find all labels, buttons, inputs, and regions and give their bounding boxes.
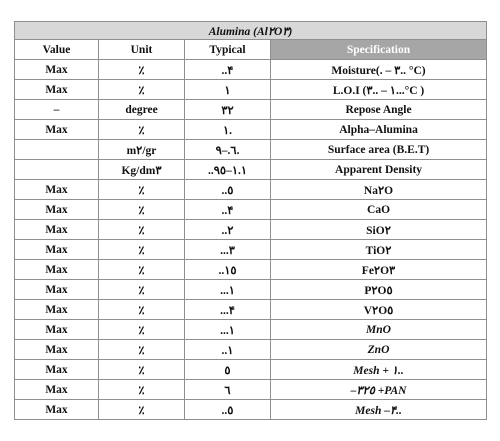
cell-specification: SiO۲ bbox=[271, 220, 487, 240]
cell-specification: P۲O٥ bbox=[271, 280, 487, 300]
cell-unit: ٪ bbox=[99, 260, 185, 280]
cell-specification: Mesh –۴.. bbox=[271, 400, 487, 420]
cell-specification: MnO bbox=[271, 320, 487, 340]
cell-value bbox=[15, 160, 99, 180]
cell-value: Max bbox=[15, 60, 99, 80]
table-header-row bbox=[15, 40, 487, 60]
table-row bbox=[15, 360, 487, 380]
cell-specification: Surface area (B.E.T) bbox=[271, 140, 487, 160]
cell-unit: Kg/dm۳ bbox=[99, 160, 185, 180]
cell-value: Max bbox=[15, 320, 99, 340]
cell-value: Max bbox=[15, 220, 99, 240]
cell-typical: ...۳ bbox=[185, 240, 271, 260]
header-typical: Typical bbox=[185, 40, 271, 60]
cell-typical: ٦.–٩. bbox=[185, 140, 271, 160]
cell-typical: ..۴ bbox=[185, 60, 271, 80]
cell-typical: ..۱ bbox=[185, 340, 271, 360]
cell-typical: ..۲ bbox=[185, 220, 271, 240]
cell-unit: ٪ bbox=[99, 240, 185, 260]
header-value: Value bbox=[15, 40, 99, 60]
table-row bbox=[15, 400, 487, 420]
cell-value: Max bbox=[15, 200, 99, 220]
cell-unit: ٪ bbox=[99, 200, 185, 220]
table-row bbox=[15, 260, 487, 280]
cell-unit: degree bbox=[99, 100, 185, 120]
cell-unit: ٪ bbox=[99, 120, 185, 140]
cell-unit: ٪ bbox=[99, 360, 185, 380]
cell-value: Max bbox=[15, 120, 99, 140]
cell-specification: ZnO bbox=[271, 340, 487, 360]
cell-typical: ...۱ bbox=[185, 320, 271, 340]
cell-specification: Repose Angle bbox=[271, 100, 487, 120]
cell-unit: ٪ bbox=[99, 300, 185, 320]
table-row bbox=[15, 320, 487, 340]
cell-typical: ...۱ bbox=[185, 280, 271, 300]
cell-specification: L.O.I (۳.. – ۱...°C ) bbox=[271, 80, 487, 100]
cell-typical: ۱. bbox=[185, 120, 271, 140]
cell-value: Max bbox=[15, 80, 99, 100]
cell-value: Max bbox=[15, 180, 99, 200]
cell-unit: m۲/gr bbox=[99, 140, 185, 160]
cell-typical: ..٥ bbox=[185, 400, 271, 420]
cell-value: Max bbox=[15, 280, 99, 300]
header-specification: Specification bbox=[271, 40, 487, 60]
table-row bbox=[15, 140, 487, 160]
cell-specification: –۳۲٥ +PAN bbox=[271, 380, 487, 400]
header-unit: Unit bbox=[99, 40, 185, 60]
cell-value: Max bbox=[15, 240, 99, 260]
alumina-spec-table bbox=[14, 21, 487, 420]
cell-typical: ٦ bbox=[185, 380, 271, 400]
table-row bbox=[15, 120, 487, 140]
table-row bbox=[15, 340, 487, 360]
table-row bbox=[15, 160, 487, 180]
cell-typical: ..٥ bbox=[185, 180, 271, 200]
cell-unit: ٪ bbox=[99, 320, 185, 340]
spec-table-container bbox=[14, 21, 486, 420]
table-caption: Alumina (Al۲O۳) bbox=[15, 22, 487, 40]
cell-specification: Alpha–Alumina bbox=[271, 120, 487, 140]
table-row bbox=[15, 200, 487, 220]
table-row bbox=[15, 180, 487, 200]
cell-typical: ..٩٥–۱.۱ bbox=[185, 160, 271, 180]
cell-specification: TiO۲ bbox=[271, 240, 487, 260]
cell-typical: ..۴ bbox=[185, 200, 271, 220]
cell-unit: ٪ bbox=[99, 280, 185, 300]
cell-unit: ٪ bbox=[99, 80, 185, 100]
cell-value: Max bbox=[15, 340, 99, 360]
cell-specification: Fe۲O۳ bbox=[271, 260, 487, 280]
cell-unit: ٪ bbox=[99, 380, 185, 400]
table-row bbox=[15, 60, 487, 80]
cell-typical: ۱ bbox=[185, 80, 271, 100]
cell-typical: ٥ bbox=[185, 360, 271, 380]
table-row bbox=[15, 300, 487, 320]
cell-unit: ٪ bbox=[99, 340, 185, 360]
cell-unit: ٪ bbox=[99, 180, 185, 200]
cell-value: Max bbox=[15, 400, 99, 420]
table-row bbox=[15, 80, 487, 100]
table-body bbox=[15, 60, 487, 420]
table-row bbox=[15, 280, 487, 300]
cell-specification: Apparent Density bbox=[271, 160, 487, 180]
cell-value: – bbox=[15, 100, 99, 120]
cell-specification: Moisture(. – ۳.. °C) bbox=[271, 60, 487, 80]
cell-specification: Na۲O bbox=[271, 180, 487, 200]
cell-typical: ..۱٥ bbox=[185, 260, 271, 280]
cell-value: Max bbox=[15, 360, 99, 380]
cell-typical: ۳۲ bbox=[185, 100, 271, 120]
table-row bbox=[15, 240, 487, 260]
cell-specification: CaO bbox=[271, 200, 487, 220]
table-row bbox=[15, 220, 487, 240]
cell-specification: Mesh + ۱.. bbox=[271, 360, 487, 380]
cell-value bbox=[15, 140, 99, 160]
cell-specification: V۲O٥ bbox=[271, 300, 487, 320]
table-row bbox=[15, 100, 487, 120]
cell-value: Max bbox=[15, 260, 99, 280]
table-row bbox=[15, 380, 487, 400]
cell-value: Max bbox=[15, 380, 99, 400]
cell-typical: ...۴ bbox=[185, 300, 271, 320]
cell-unit: ٪ bbox=[99, 220, 185, 240]
cell-value: Max bbox=[15, 300, 99, 320]
cell-unit: ٪ bbox=[99, 60, 185, 80]
cell-unit: ٪ bbox=[99, 400, 185, 420]
table-caption-row bbox=[15, 22, 487, 40]
